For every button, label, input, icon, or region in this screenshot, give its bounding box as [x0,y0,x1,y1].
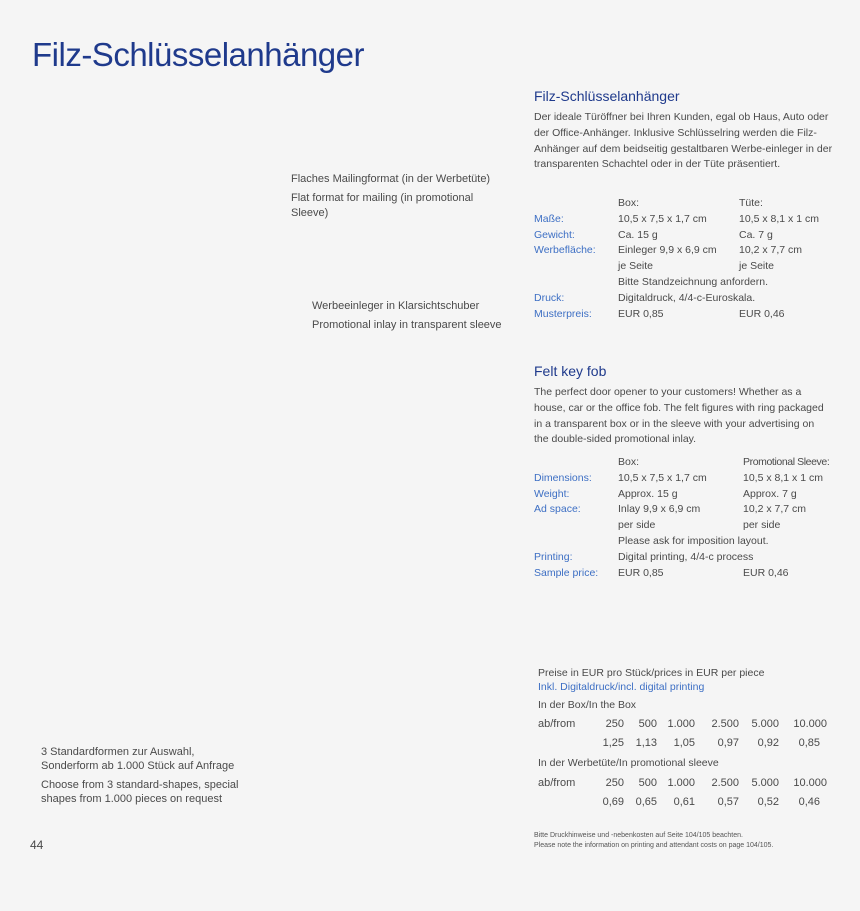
spec-value-sleeve: 10,5 x 8,1 x 1 cm [743,471,823,484]
spec-value-box: EUR 0,85 [618,566,664,579]
quantity-cell: 250 [605,718,624,730]
quantity-cell: 5.000 [751,777,779,789]
spec-value-sleeve: 10,2 x 7,7 cm [743,503,807,516]
spec-value-sleeve: 10,2 x 7,7 cm [739,244,803,257]
price-intro-blue: Inkl. Digitaldruck/incl. digital printing [538,681,705,693]
spec-label: Druck: [534,291,565,304]
caption-mailing-de: Flaches Mailingformat (in der Werbetüte) [291,173,491,185]
price-intro: Preise in EUR pro Stück/prices in EUR per piece [538,667,765,679]
spec-value-sleeve: je Seite [739,260,775,273]
from-label: ab/from [538,718,576,730]
quantity-cell: 10.000 [793,777,827,789]
price-cell: 0,85 [798,737,820,749]
price-cell: 0,52 [757,796,779,808]
spec-label: Maße: [534,212,564,225]
spec-label: Sample price: [534,566,599,579]
price-cell: 0,57 [717,796,739,808]
quantity-cell: 1.000 [667,777,695,789]
caption-inlay-en: Promotional inlay in transparent sleeve [312,318,502,331]
footnote-en: Please note the information on printing and attendant costs on page 104/105. [534,841,774,849]
spec-value-box: 10,5 x 7,5 x 1,7 cm [618,212,707,225]
spec-value-box: EUR 0,85 [618,307,664,320]
en-body: The perfect door opener to your customers! Whether as a house, car or the office fob. The felt figures with ring packaged in a transparent box or in the sleeve with your advertising on the double-sided promotional inlay. [534,386,824,446]
footnote-de: Bitte Druckhinweise und -nebenkosten auf Seite 104/105 beachten. [534,832,743,839]
spec-value-box: 10,5 x 7,5 x 1,7 cm [618,471,707,484]
page-number: 44 [30,838,44,852]
spec-value-sleeve: EUR 0,46 [743,566,789,579]
caption-shapes-en: Choose from 3 standard-shapes, special shapes from 1.000 pieces on request [41,779,239,805]
de-col1-head: Box: [618,197,640,209]
price-sleeve-heading: In der Werbetüte/In promotional sleeve [538,757,719,769]
spec-value-box: je Seite [618,260,654,273]
price-cell: 0,92 [757,737,779,749]
spec-value-box: Bitte Standzeichnung anfordern. [618,275,769,288]
spec-value-box: Digitaldruck, 4/4-c-Euroskala. [618,291,756,304]
en-col2-head: Promotional Sleeve: [743,456,830,468]
spec-label: Musterpreis: [534,307,592,320]
price-cell: 1,25 [602,737,624,749]
price-cell: 1,05 [673,737,695,749]
price-cell: 0,61 [673,796,695,808]
caption-shapes-de: 3 Standardformen zur Auswahl, Sonderform ab 1.000 Stück auf Anfrage [41,746,235,772]
from-label: ab/from [538,777,576,789]
quantity-cell: 500 [638,777,657,789]
quantity-cell: 10.000 [793,718,827,730]
page-title: Filz-Schlüsselanhänger [32,36,365,73]
en-heading: Felt key fob [534,363,607,379]
de-col2-head: Tüte: [739,197,763,209]
spec-value-sleeve: Ca. 7 g [739,228,773,241]
spec-value-box: per side [618,519,656,532]
spec-value-box: Digital printing, 4/4-c process [618,550,754,563]
spec-value-box: Please ask for imposition layout. [618,534,769,547]
quantity-cell: 2.500 [711,777,739,789]
spec-label: Printing: [534,550,573,563]
caption-mailing [291,172,506,222]
caption-inlay [312,299,512,333]
price-cell: 0,97 [717,737,739,749]
spec-label: Werbefläche: [534,244,596,257]
spec-value-sleeve: EUR 0,46 [739,307,785,320]
spec-label: Ad space: [534,503,581,516]
quantity-cell: 500 [638,718,657,730]
caption-mailing-en: Flat format for mailing (in promotional Sleeve) [291,191,474,219]
de-body: Der ideale Türöffner bei Ihren Kunden, egal ob Haus, Auto oder der Office-Anhänger. Inklusive Schlüsselring werden die Filz-Anhänger auf dem beidseitig gestaltbaren Werbe-einleger in der transparenten Schachtel oder in der Tüte präsentiert. [534,111,833,171]
price-cell: 0,65 [635,796,657,808]
spec-value-sleeve: Approx. 7 g [743,487,797,500]
quantity-cell: 5.000 [751,718,779,730]
footnote [534,831,834,850]
quantity-cell: 1.000 [667,718,695,730]
spec-label: Dimensions: [534,471,592,484]
de-heading: Filz-Schlüsselanhänger [534,88,680,104]
spec-value-box: Approx. 15 g [618,487,678,500]
spec-value-box: Ca. 15 g [618,228,658,241]
spec-label: Weight: [534,487,570,500]
caption-inlay-de: Werbeeinleger in Klarsichtschuber [312,300,480,312]
spec-value-sleeve: 10,5 x 8,1 x 1 cm [739,212,819,225]
quantity-cell: 250 [605,777,624,789]
price-cell: 1,13 [635,737,657,749]
spec-label: Gewicht: [534,228,575,241]
en-col1-head: Box: [618,456,640,468]
price-cell: 0,46 [798,796,820,808]
price-box-heading: In der Box/In the Box [538,699,637,711]
spec-value-box: Inlay 9,9 x 6,9 cm [618,503,701,516]
spec-value-box: Einleger 9,9 x 6,9 cm [618,244,717,257]
caption-shapes [41,745,246,806]
spec-value-sleeve: per side [743,519,781,532]
price-cell: 0,69 [602,796,624,808]
quantity-cell: 2.500 [711,718,739,730]
